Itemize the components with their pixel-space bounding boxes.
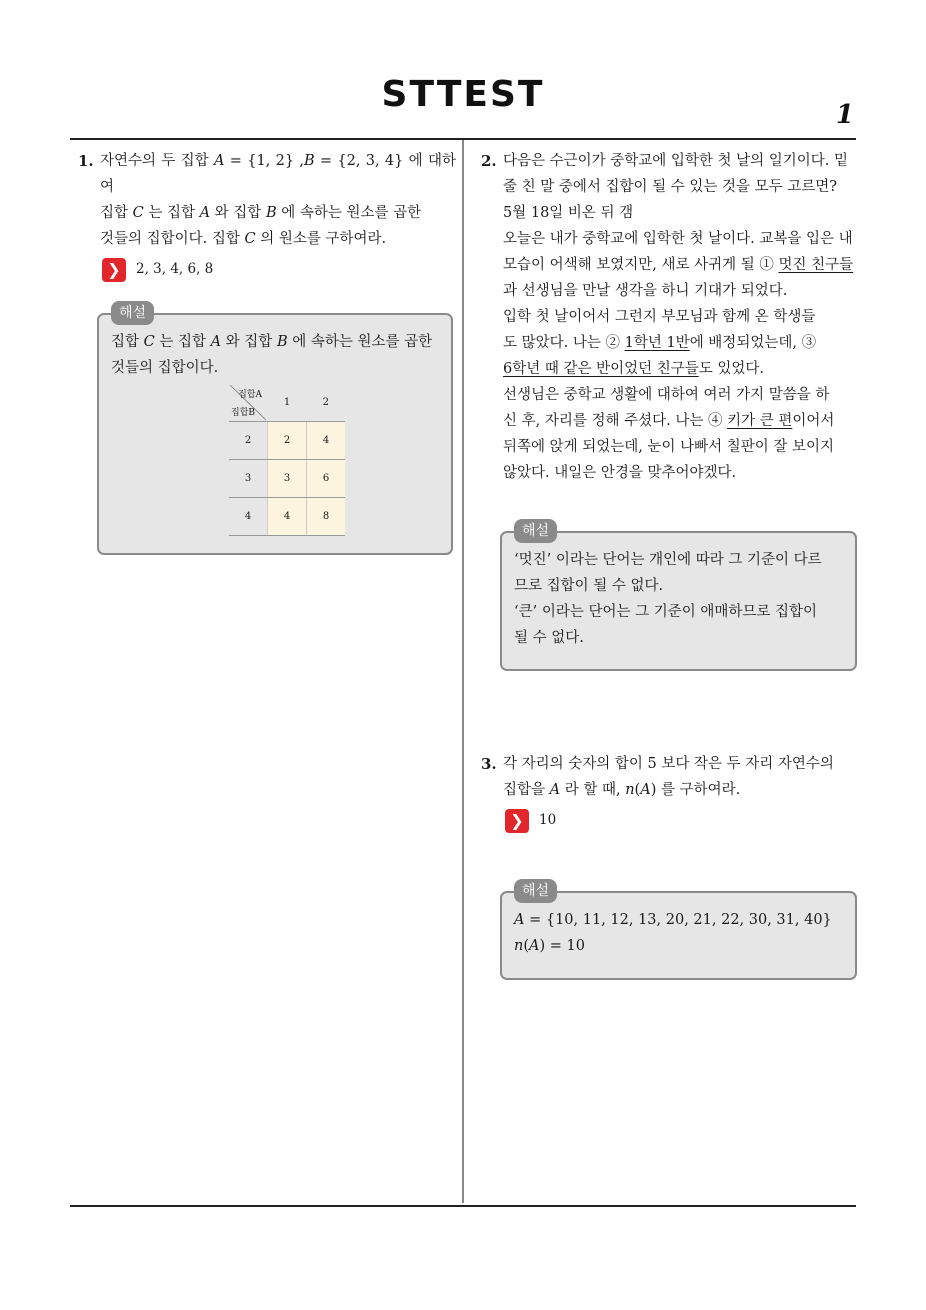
table-row bbox=[229, 498, 345, 536]
column-divider bbox=[462, 140, 464, 1203]
underlined-choice-1: 멋진 친구들 bbox=[778, 257, 854, 273]
solution-tag: 해설 bbox=[514, 879, 557, 903]
solution-box-2 bbox=[500, 523, 857, 671]
page-title: STTEST bbox=[381, 74, 545, 115]
answer-value: 2, 3, 4, 6, 8 bbox=[136, 261, 214, 277]
question-1-line-2: 집합 C 는 집합 A 와 집합 B 에 속하는 원소를 곱한 bbox=[100, 205, 422, 221]
table-cell: 8 bbox=[307, 498, 346, 536]
underlined-choice-2: 1학년 1반 bbox=[624, 335, 690, 351]
diary-line: 입학 첫 날이어서 그런지 부모님과 함께 온 학생들 bbox=[503, 309, 816, 325]
right-column bbox=[481, 148, 859, 486]
product-table bbox=[229, 384, 345, 536]
chevron-right-icon: ❯ bbox=[102, 258, 126, 282]
question-3-line-2: 집합을 A 라 할 때, n(A) 를 구하여라. bbox=[503, 782, 741, 798]
solution-box-1 bbox=[97, 305, 453, 555]
table-row-header: 3 bbox=[229, 460, 268, 498]
table-cell: 2 bbox=[268, 422, 307, 460]
left-column bbox=[78, 148, 456, 284]
question-number: 2. bbox=[481, 152, 497, 170]
diary-line: 과 선생님을 만날 생각을 하니 기대가 되었다. bbox=[503, 283, 788, 299]
solution-text: 집합 C 는 집합 A 와 집합 B 에 속하는 원소를 곱한 것들의 집합이다. bbox=[111, 334, 433, 376]
answer-row bbox=[481, 807, 859, 835]
underlined-choice-3: 6학년 때 같은 반이었던 친구들 bbox=[503, 361, 699, 377]
question-3 bbox=[481, 751, 859, 803]
question-3-line-1: 각 자리의 숫자의 합이 5 보다 작은 두 자리 자연수의 bbox=[503, 756, 834, 772]
question-3-block bbox=[481, 751, 859, 835]
table-corner: 집합A 집합B bbox=[229, 384, 268, 422]
table-cell: 4 bbox=[268, 498, 307, 536]
question-1 bbox=[78, 148, 456, 252]
answer-row bbox=[78, 256, 456, 284]
diary-line: 신 후, 자리를 정해 주셨다. 나는 ④ 키가 큰 편이어서 bbox=[503, 413, 835, 429]
table-col-header: 2 bbox=[307, 384, 346, 422]
diary-line: 않았다. 내일은 안경을 맞추어야겠다. bbox=[503, 465, 737, 481]
solution-box-3 bbox=[500, 883, 857, 980]
table-row-header: 2 bbox=[229, 422, 268, 460]
question-2-line: 줄 친 말 중에서 집합이 될 수 있는 것을 모두 고르면? bbox=[503, 179, 838, 195]
table-row bbox=[229, 460, 345, 498]
question-2-line: 다음은 수근이가 중학교에 입학한 첫 날의 일기이다. 밑 bbox=[503, 153, 849, 169]
table-row bbox=[229, 422, 345, 460]
solution-tag: 해설 bbox=[514, 519, 557, 543]
question-number: 1. bbox=[78, 152, 94, 170]
table-cell: 6 bbox=[307, 460, 346, 498]
diary-line: 모습이 어색해 보였지만, 새로 사귀게 될 ① 멋진 친구들 bbox=[503, 257, 854, 273]
diary-line: 6학년 때 같은 반이었던 친구들도 있었다. bbox=[503, 361, 764, 377]
diary-line: 오늘은 내가 중학교에 입학한 첫 날이다. 교복을 입은 내 bbox=[503, 231, 853, 247]
table-row-header: 4 bbox=[229, 498, 268, 536]
question-1-line-1: 자연수의 두 집합 A = {1, 2} ,B = {2, 3, 4} 에 대하여 bbox=[100, 153, 456, 195]
solution-text: ‘멋진’ 이라는 단어는 개인에 따라 그 기준이 다르 므로 집합이 될 수 없다. ‘큰’ 이라는 단어는 그 기준이 애매하므로 집합이 될 수 없다. bbox=[514, 552, 822, 646]
answer-value: 10 bbox=[539, 812, 557, 828]
solution-tag: 해설 bbox=[111, 301, 154, 325]
solution-text: A = {10, 11, 12, 13, 20, 21, 22, 30, 31, 40} n(A) = 10 bbox=[514, 912, 832, 954]
table-col-header: 1 bbox=[268, 384, 307, 422]
table-cell: 3 bbox=[268, 460, 307, 498]
question-number: 3. bbox=[481, 755, 497, 773]
diary-line: 뒤쪽에 앉게 되었는데, 눈이 나빠서 칠판이 잘 보이지 bbox=[503, 439, 835, 455]
diary-line: 도 많았다. 나는 ② 1학년 1반에 배정되었는데, ③ bbox=[503, 335, 817, 351]
chevron-right-icon: ❯ bbox=[505, 809, 529, 833]
question-2 bbox=[481, 148, 859, 486]
diary-line: 선생님은 중학교 생활에 대하여 여러 가지 말씀을 하 bbox=[503, 387, 830, 403]
page-number: 1 bbox=[835, 100, 854, 130]
table-cell: 4 bbox=[307, 422, 346, 460]
question-1-line-3: 것들의 집합이다. 집합 C 의 원소를 구하여라. bbox=[100, 231, 387, 247]
bottom-rule bbox=[70, 1205, 856, 1207]
diary-date: 5월 18일 비온 뒤 갬 bbox=[503, 205, 634, 221]
underlined-choice-4: 키가 큰 편 bbox=[727, 413, 793, 429]
